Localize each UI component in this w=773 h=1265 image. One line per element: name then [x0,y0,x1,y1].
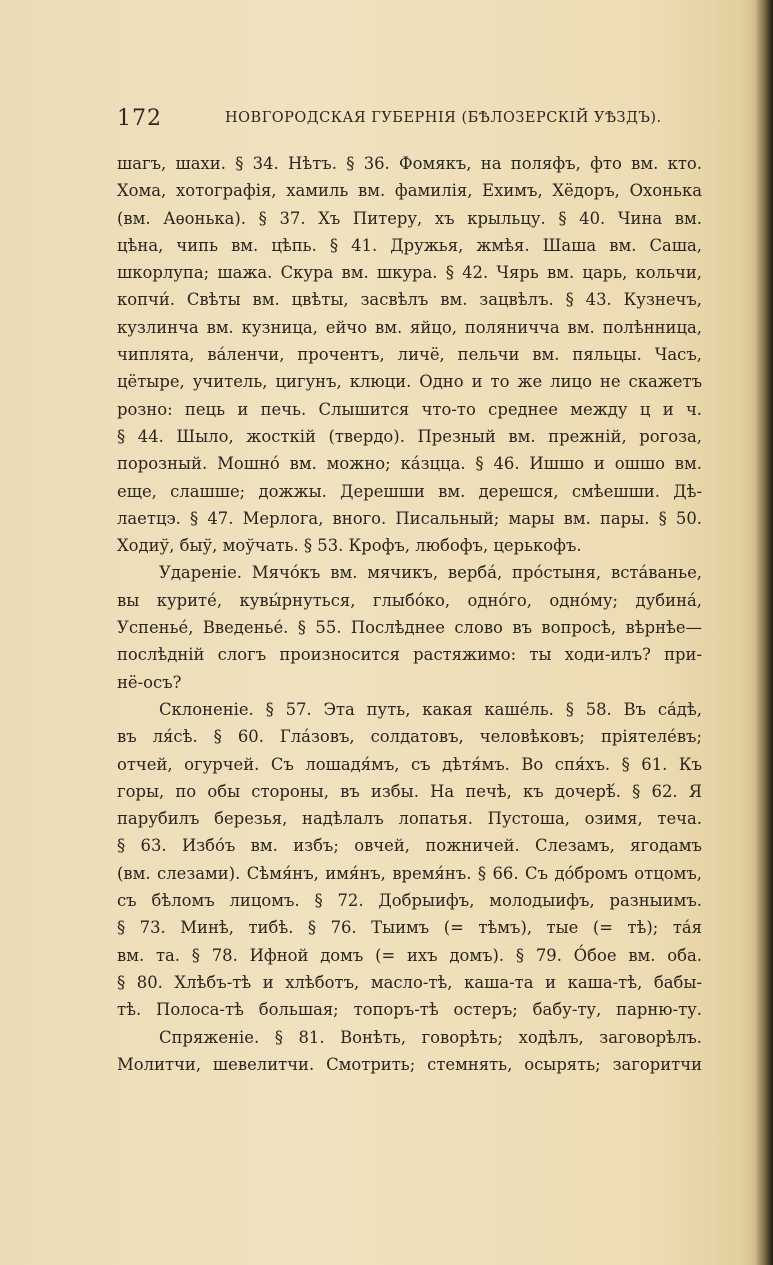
text-line: § 80. Хлѣбъ-тѣ и хлѣботъ, масло-тѣ, каша-та и каша-тѣ, бабы- [117,972,702,992]
text-line: § 63. Избо́ъ вм. избъ; овчей, пожничей. Слезамъ, ягодамъ [117,836,702,856]
text-line: Спряженie. § 81. Вонѣть, говорѣть; ходѣлъ, заговорѣлъ. [159,1027,702,1047]
text-line: Ударенie. Мячо́къ вм. мячикъ, верба́, про́стыня, вста́ванье, [159,563,702,583]
paragraph-declension [117,696,702,1024]
text-line: парубилъ березья, надѣлалъ лопатья. Пустоша, озимя, теча. [117,809,702,829]
text-line: еще, слашше; дожжы. Дерешши вм. дерешся, смѣешши. Дѣ- [117,481,702,501]
text-line: кузлинча вм. кузница, ейчо вм. яйцо, поляничча вм. полѣнница, [117,317,702,337]
text-line: тѣ. Полоса-тѣ большая; топоръ-тѣ остеръ; бабу-ту, парню-ту. [117,1000,702,1020]
text-line: нё-осъ? [117,672,182,692]
text-line: Ходиў, быў, моўчать. § 53. Крофъ, любофъ, церькофъ. [117,536,582,556]
text-line: отчей, огурчей. Съ лошадя́мъ, съ дѣтя́мъ. Во спя́хъ. § 61. Къ [117,754,702,774]
text-line: § 73. Минѣ, тибѣ. § 76. Тыимъ (= тѣмъ), тые (= тѣ); та́я [117,918,702,938]
page-number: 172 [117,106,162,131]
text-line: § 44. Шыло, жосткій (твердо). Презный вм. прежній, рогоза, [117,426,702,446]
paragraph-phonetics [117,150,702,559]
text-line: цѣна, чипь вм. цѣпь. § 41. Дружья, жмѣя. Шаша вм. Саша, [117,235,702,255]
text-line: шагъ, шахи. § 34. Нѣтъ. § 36. Фомякъ, на поляфъ, фто вм. кто. [117,154,702,173]
text-line: послѣдній слогъ произносится растяжимо: ты ходи-илъ? при- [117,645,702,665]
text-line: Склоненiе. § 57. Эта путь, какая каше́ль. § 58. Въ са́дѣ, [159,699,702,719]
text-line: чиплята, ва́ленчи, прочентъ, личё, пельчи вм. пяльцы. Часъ, [117,345,702,365]
text-line: лаетцэ. § 47. Мерлога, вного. Писальный; мары вм. пары. § 50. [117,508,702,528]
running-head-title: НОВГОРОДСКАЯ ГУБЕРНІЯ (БѢЛОЗЕРСКІЙ УѢЗДЪ). [225,110,662,126]
paragraph-stress [117,559,702,695]
text-line: въ ля́сѣ. § 60. Гла́зовъ, солдатовъ, человѣковъ; пріятеле́въ; [117,727,702,747]
paragraph-conjugation [117,1024,702,1079]
text-line: Хома, хотографія, хамиль вм. фамилія, Ехимъ, Хёдоръ, Охонька [117,181,702,201]
text-line: Молитчи, шевелитчи. Смотрить; стемнять, осырять; загоритчи [117,1054,702,1074]
book-spine-shadow [755,0,773,1265]
text-line: цётыре, учитель, цигунъ, клюци. Одно и то же лицо не скажетъ [117,372,702,392]
running-head [117,104,697,138]
text-line: (вм. слезами). Сѣмя́нъ, имя́нъ, время́нъ. § 66. Съ до́бромъ отцомъ, [117,863,702,883]
text-line: съ бѣломъ лицомъ. § 72. Добрыифъ, молодыифъ, разныимъ. [117,891,702,911]
text-line: вы курите́, кувы́рнуться, глыбо́ко, одно́го, одно́му; дубина́, [117,590,702,610]
text-line: шкорлупа; шажа. Скура вм. шкура. § 42. Чярь вм. царь, кольчи, [117,263,702,283]
text-line: копчи́. Свѣты вм. цвѣты, засвѣлъ вм. зацвѣлъ. § 43. Кузнечъ, [117,290,702,310]
text-line: вм. та. § 78. Ифной домъ (= ихъ домъ). § 79. О́бое вм. оба. [117,945,702,965]
text-line: Успенье́, Введенье́. § 55. Послѣднее слово въ вопросѣ, вѣрнѣе— [117,618,702,638]
text-line: розно: пець и печь. Слышится что-то среднее между ц и ч. [117,399,702,419]
text-line: (вм. Аѳонька). § 37. Хъ Питеру, хъ крыльцу. § 40. Чина вм. [117,208,702,228]
text-line: горы, по обы стороны, въ избы. На печѣ, къ дочерѣ́. § 62. Я [117,781,702,801]
text-line: порозный. Мошно́ вм. можно; ка́зцца. § 46. Ишшо и ошшо вм. [117,454,702,474]
body-text [117,150,702,1078]
